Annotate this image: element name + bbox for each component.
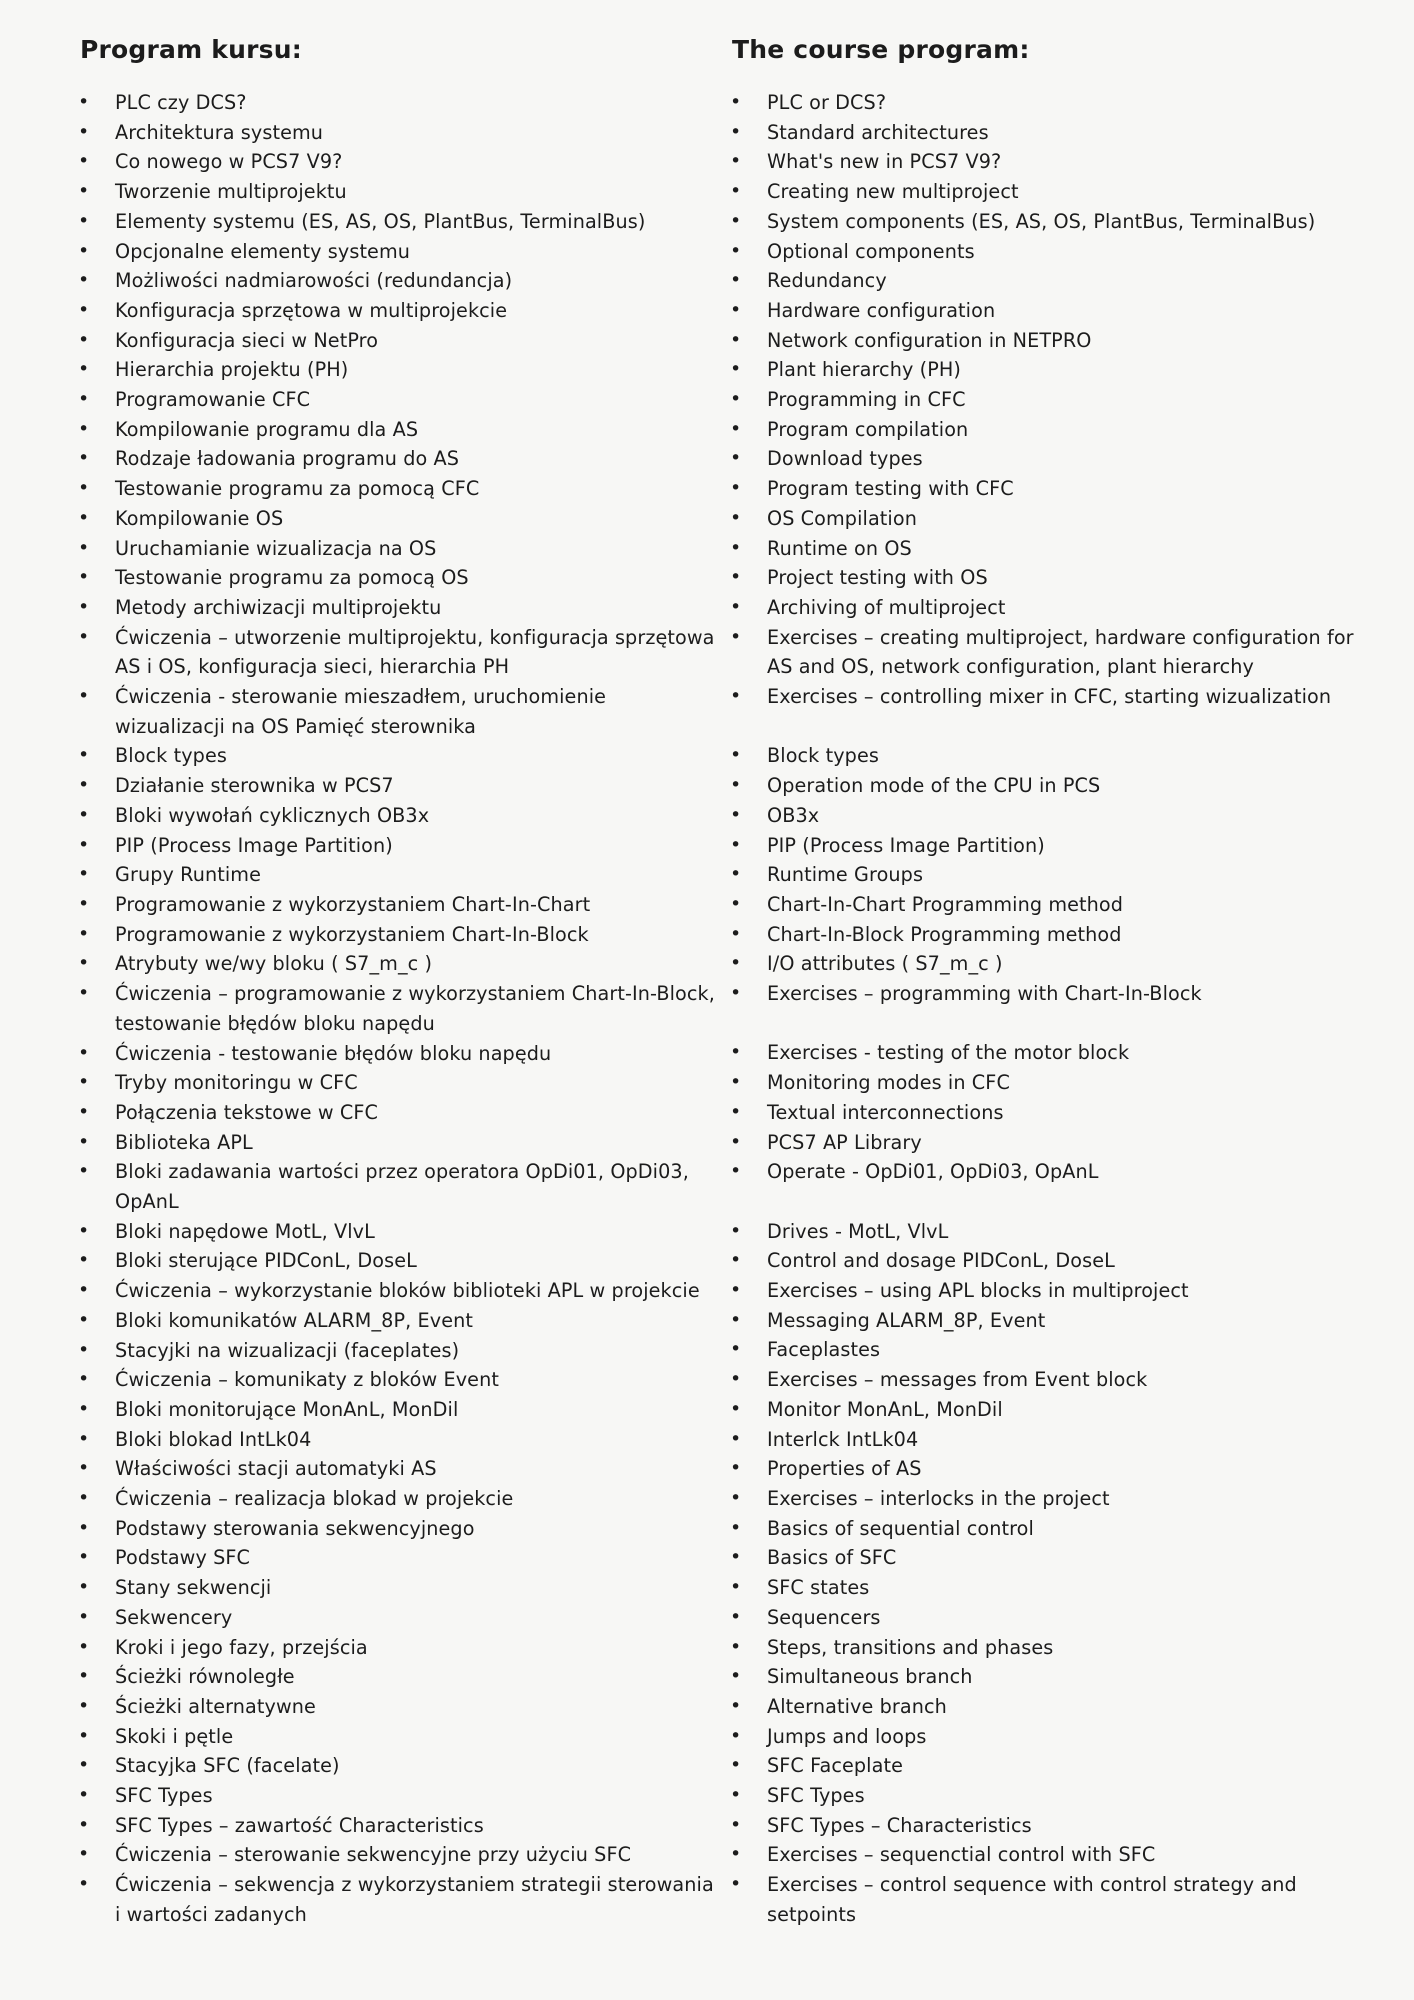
polish-program-list-item: • Bloki komunikatów ALARM_8P, Event — [78, 1306, 718, 1336]
english-program-column — [730, 30, 1366, 1930]
english-program-list-item: • Plant hierarchy (PH) — [730, 355, 1366, 385]
english-program-list-item: • Exercises – sequenctial control with SFC — [730, 1840, 1366, 1870]
english-program-list-item: • Operate - OpDi01, OpDi03, OpAnL — [730, 1157, 1366, 1187]
polish-program-list-item: • SFC Types — [78, 1781, 718, 1811]
english-program-list-item: • Properties of AS — [730, 1454, 1366, 1484]
english-program-list-item: • Basics of sequential control — [730, 1514, 1366, 1544]
polish-program-column — [78, 30, 718, 1930]
english-program-list-item: • PLC or DCS? — [730, 88, 1366, 118]
polish-program-list-item: • Stacyjka SFC (facelate) — [78, 1751, 718, 1781]
english-program-list-item: • Sequencers — [730, 1603, 1366, 1633]
english-program-list-item: • I/O attributes ( S7_m_c ) — [730, 949, 1366, 979]
english-program-list-item: • Drives - MotL, VlvL — [730, 1217, 1366, 1247]
english-program-list-item: • Hardware configuration — [730, 296, 1366, 326]
polish-program-list-item: • Możliwości nadmiarowości (redundancja) — [78, 266, 718, 296]
english-program-list-item: • SFC states — [730, 1573, 1366, 1603]
english-program-list-item: • Alternative branch — [730, 1692, 1366, 1722]
polish-program-list-item: • Bloki zadawania wartości przez operatora OpDi01, OpDi03, OpAnL — [78, 1157, 718, 1216]
polish-program-list-item: • Kroki i jego fazy, przejścia — [78, 1633, 718, 1663]
polish-program-list-item: • Ćwiczenia - sterowanie mieszadłem, uruchomienie wizualizacji na OS Pamięć sterownika — [78, 682, 718, 741]
polish-program-list-item: • Programowanie CFC — [78, 385, 718, 415]
english-program-list-item — [730, 1009, 1366, 1039]
english-program-list-item: • System components (ES, AS, OS, PlantBus, TerminalBus) — [730, 207, 1366, 237]
english-program-list-item: • Chart-In-Block Programming method — [730, 920, 1366, 950]
english-program-list-item — [730, 712, 1366, 742]
english-program-list-item: • Runtime on OS — [730, 534, 1366, 564]
english-program-list-item: • Runtime Groups — [730, 860, 1366, 890]
polish-program-list-item: • Ćwiczenia – realizacja blokad w projekcie — [78, 1484, 718, 1514]
polish-program-list-item: • Block types — [78, 741, 718, 771]
polish-program-list — [78, 88, 718, 1930]
polish-program-list-item: • Stacyjki na wizualizacji (faceplates) — [78, 1336, 718, 1366]
english-program-list-item: • Exercises – controlling mixer in CFC, starting wizualization — [730, 682, 1366, 712]
polish-program-list-item: • Ćwiczenia – sekwencja z wykorzystaniem strategii sterowania i wartości zadanych — [78, 1870, 718, 1929]
english-program-list-item: • PIP (Process Image Partition) — [730, 831, 1366, 861]
polish-program-list-item: • Elementy systemu (ES, AS, OS, PlantBus, TerminalBus) — [78, 207, 718, 237]
polish-program-list-item: • Bloki blokad IntLk04 — [78, 1425, 718, 1455]
english-program-list-item: • Jumps and loops — [730, 1722, 1366, 1752]
polish-program-list-item: • Podstawy sterowania sekwencyjnego — [78, 1514, 718, 1544]
polish-program-list-item: • Kompilowanie OS — [78, 504, 718, 534]
polish-program-list-item: • Uruchamianie wizualizacja na OS — [78, 534, 718, 564]
english-program-list-item: • PCS7 AP Library — [730, 1128, 1366, 1158]
english-program-list-item: • Exercises – creating multiproject, hardware configuration for AS and OS, network configuration, plant hierarchy — [730, 623, 1366, 682]
polish-program-list-item: • Opcjonalne elementy systemu — [78, 237, 718, 267]
english-program-list-item: • Exercises - testing of the motor block — [730, 1038, 1366, 1068]
polish-program-list-item: • Ścieżki alternatywne — [78, 1692, 718, 1722]
polish-program-list-item: • Stany sekwencji — [78, 1573, 718, 1603]
polish-program-list-item: • Programowanie z wykorzystaniem Chart-In-Block — [78, 920, 718, 950]
english-program-list-item: • Archiving of multiproject — [730, 593, 1366, 623]
polish-program-list-item: • Właściwości stacji automatyki AS — [78, 1454, 718, 1484]
english-program-list-item: • Simultaneous branch — [730, 1662, 1366, 1692]
polish-program-list-item: • PLC czy DCS? — [78, 88, 718, 118]
polish-program-list-item: • Ćwiczenia – programowanie z wykorzystaniem Chart-In-Block, testowanie błędów bloku napędu — [78, 979, 718, 1038]
english-program-list-item: • Programming in CFC — [730, 385, 1366, 415]
english-program-list-item: • OB3x — [730, 801, 1366, 831]
english-program-list-item: • What's new in PCS7 V9? — [730, 147, 1366, 177]
english-program-list-item: • Steps, transitions and phases — [730, 1633, 1366, 1663]
english-program-list-item: • Block types — [730, 741, 1366, 771]
polish-program-list-item: • Konfiguracja sieci w NetPro — [78, 326, 718, 356]
english-program-list-item: • Program compilation — [730, 415, 1366, 445]
english-program-list-item: • Control and dosage PIDConL, DoseL — [730, 1246, 1366, 1276]
polish-program-list-item: • Skoki i pętle — [78, 1722, 718, 1752]
polish-program-list-item: • Kompilowanie programu dla AS — [78, 415, 718, 445]
english-program-list-item: • SFC Faceplate — [730, 1751, 1366, 1781]
english-program-list-item: • Exercises – messages from Event block — [730, 1365, 1366, 1395]
english-program-list-item: • Interlck IntLk04 — [730, 1425, 1366, 1455]
polish-program-list-item: • PIP (Process Image Partition) — [78, 831, 718, 861]
polish-program-list-item: • Co nowego w PCS7 V9? — [78, 147, 718, 177]
english-program-list-item: • Exercises – control sequence with control strategy and setpoints — [730, 1870, 1366, 1929]
polish-program-list-item: • Hierarchia projektu (PH) — [78, 355, 718, 385]
english-program-list-item: • Program testing with CFC — [730, 474, 1366, 504]
english-program-list-item: • Exercises – interlocks in the project — [730, 1484, 1366, 1514]
polish-program-list-item: • Sekwencery — [78, 1603, 718, 1633]
english-program-list-item: • OS Compilation — [730, 504, 1366, 534]
polish-program-list-item: • Podstawy SFC — [78, 1543, 718, 1573]
polish-program-list-item: • Testowanie programu za pomocą OS — [78, 563, 718, 593]
english-program-list-item: • Faceplastes — [730, 1335, 1366, 1365]
polish-program-list-item: • Architektura systemu — [78, 118, 718, 148]
polish-program-list-item: • Testowanie programu za pomocą CFC — [78, 474, 718, 504]
polish-program-list-item: • Atrybuty we/wy bloku ( S7_m_c ) — [78, 949, 718, 979]
polish-program-list-item: • Metody archiwizacji multiprojektu — [78, 593, 718, 623]
polish-program-list-item: • Ćwiczenia – utworzenie multiprojektu, konfiguracja sprzętowa AS i OS, konfiguracja sieci, hierarchia PH — [78, 623, 718, 682]
polish-program-list-item: • Ćwiczenia - testowanie błędów bloku napędu — [78, 1039, 718, 1069]
polish-program-list-item: • Rodzaje ładowania programu do AS — [78, 444, 718, 474]
english-program-list-item: • Download types — [730, 444, 1366, 474]
polish-program-list-item: • Tryby monitoringu w CFC — [78, 1068, 718, 1098]
english-program-list-item: • Exercises – programming with Chart-In-Block — [730, 979, 1366, 1009]
english-program-list-item: • Chart-In-Chart Programming method — [730, 890, 1366, 920]
polish-program-title: Program kursu: — [80, 35, 302, 64]
english-program-list-item: • Optional components — [730, 237, 1366, 267]
english-program-title: The course program: — [732, 35, 1030, 64]
english-program-list-item: • SFC Types – Characteristics — [730, 1811, 1366, 1841]
polish-program-list-item: • Bloki wywołań cyklicznych OB3x — [78, 801, 718, 831]
polish-program-list-item: • SFC Types – zawartość Characteristics — [78, 1811, 718, 1841]
polish-program-list-item: • Biblioteka APL — [78, 1128, 718, 1158]
english-program-list — [730, 88, 1366, 1930]
polish-program-list-item: • Ćwiczenia – komunikaty z bloków Event — [78, 1365, 718, 1395]
english-program-list-item: • Textual interconnections — [730, 1098, 1366, 1128]
english-program-list-item: • Operation mode of the CPU in PCS — [730, 771, 1366, 801]
english-program-list-item — [730, 1187, 1366, 1217]
english-program-list-item: • Standard architectures — [730, 118, 1366, 148]
english-program-list-item: • Network configuration in NETPRO — [730, 326, 1366, 356]
english-program-list-item: • Messaging ALARM_8P, Event — [730, 1306, 1366, 1336]
polish-program-list-item: • Grupy Runtime — [78, 860, 718, 890]
polish-program-list-item: • Działanie sterownika w PCS7 — [78, 771, 718, 801]
polish-program-list-item: • Ścieżki równoległe — [78, 1662, 718, 1692]
polish-program-list-item: • Bloki sterujące PIDConL, DoseL — [78, 1246, 718, 1276]
english-program-list-item: • Creating new multiproject — [730, 177, 1366, 207]
polish-program-list-item: • Ćwiczenia – wykorzystanie bloków biblioteki APL w projekcie — [78, 1276, 718, 1306]
english-program-list-item: • Redundancy — [730, 266, 1366, 296]
english-program-list-item: • Project testing with OS — [730, 563, 1366, 593]
polish-program-list-item: • Programowanie z wykorzystaniem Chart-In-Chart — [78, 890, 718, 920]
english-program-list-item: • Monitoring modes in CFC — [730, 1068, 1366, 1098]
english-program-list-item: • Exercises – using APL blocks in multiproject — [730, 1276, 1366, 1306]
polish-program-list-item: • Konfiguracja sprzętowa w multiprojekcie — [78, 296, 718, 326]
polish-program-list-item: • Tworzenie multiprojektu — [78, 177, 718, 207]
english-program-list-item: • SFC Types — [730, 1781, 1366, 1811]
polish-program-list-item: • Ćwiczenia – sterowanie sekwencyjne przy użyciu SFC — [78, 1840, 718, 1870]
polish-program-list-item: • Bloki monitorujące MonAnL, MonDil — [78, 1395, 718, 1425]
english-program-list-item: • Basics of SFC — [730, 1543, 1366, 1573]
polish-program-list-item: • Połączenia tekstowe w CFC — [78, 1098, 718, 1128]
polish-program-list-item: • Bloki napędowe MotL, VlvL — [78, 1217, 718, 1247]
english-program-list-item: • Monitor MonAnL, MonDil — [730, 1395, 1366, 1425]
